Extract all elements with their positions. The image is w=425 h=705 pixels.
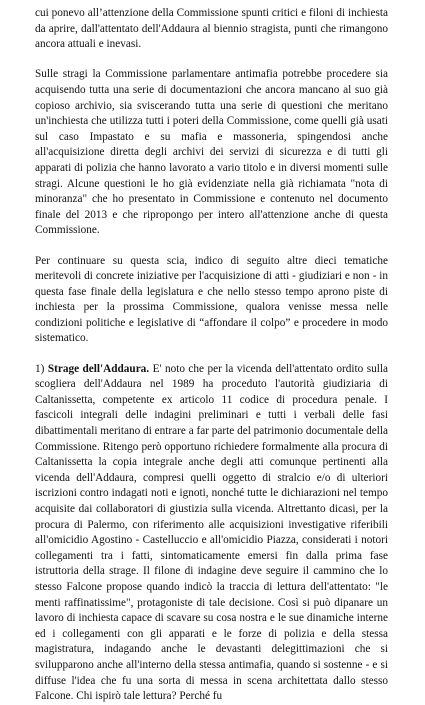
paragraph-ten-topics: Per continuare su questa scia, indico di seguito altre dieci tematiche meritevoli di concrete iniziative per l'acquisizione di atti - giudiziari e non - in questa fase finale della legislatura e che nello stesso tempo aprono piste di inchiesta per la prossima Commissione, qualora venisse messa nelle condizioni politiche e legislative di “affondare il colpo” e procedere in modo sistematico. — [35, 254, 388, 345]
document-page — [35, 6, 388, 705]
item-1-number: 1) — [35, 362, 48, 375]
paragraph-item-1-addaura — [35, 362, 388, 705]
item-1-body: E' noto che per la vicenda dell'attentato ordito sulla scogliera dell'Addaura nel 1989 ha proceduto l'autorità giudiziaria di Caltanissetta, competente ex articolo 11 codice di procedura penale. I fascicoli integrali delle indagini preliminari e tutti i verbali delle fasi dibattimentali meritano di entrare a far parte del patrimonio documentale della Commissione. Ritengo però opportuno richiedere formalmente alla procura di Caltanissetta la copia integrale anche degli atti comunque pertinenti alla vicenda dell'Addaura, compresi quelli oggetto di stralcio e/o di ulteriori iscrizioni contro indagati noti e ignoti, nonché tutte le dichiarazioni nel tempo acquisite dai collaboratori di giustizia sulla vicenda. Altrettanto dicasi, per la procura di Palermo, con riferimento alle acquisizioni investigative riferibili all'omicidio Agostino - Castelluccio e all'omicidio Piazza, considerati i notori collegamenti tra i fatti, sintomaticamente emersi fin dalla prima fase istruttoria della strage. Il filone di indagine deve seguire il cammino che lo stesso Falcone propose quando indicò la traccia di lettura dell'attentato: "le menti raffinatissime", protagoniste di tale decisione. Così si può dipanare un lavoro di inchiesta capace di scavare su cosa nostra e le sue dinamiche interne ed i collegamenti con gli apparati e le forze di polizia e della stessa magistratura, indagando anche le devastanti delegittimazioni che si svilupparono anche all'interno della stessa antimafia, quando si sostenne - e si diffuse l'idea che fu una sorta di messa in scena architettata dallo stesso Falcone. Chi ispirò tale lettura? Perché fu — [35, 362, 388, 703]
paragraph-stragi-commission: Sulle stragi la Commissione parlamentare antimafia potrebbe procedere sia acquisendo tutta una serie di documentazioni che ancora mancano al suo già copioso archivio, sia sviscerando tutta una serie di questioni che meritano un'inchiesta che utilizza tutti i poteri della Commissione, come quelli già usati sul caso Impastato e su mafia e massoneria, spingendosi anche all'acquisizione diretta degli archivi dei servizi di sicurezza e di tutti gli apparati di polizia che hanno lavorato a vario titolo e in diversi momenti sulle stragi. Alcune questioni le ho già evidenziate nella già richiamata "nota di minoranza" che ho presentato in Commissione e contenuto nel documento finale del 2013 e che ripropongo per intero all'attenzione anche di questa Commissione. — [35, 68, 388, 237]
item-1-heading: Strage dell'Addaura. — [47, 362, 150, 375]
paragraph-intro-continuation: cui ponevo all’attenzione della Commissione spunti critici e filoni di inchiesta da aprire, dall'attentato dell'Addaura al biennio stragista, punti che rimangono ancora attuali e inevasi. — [35, 7, 388, 51]
